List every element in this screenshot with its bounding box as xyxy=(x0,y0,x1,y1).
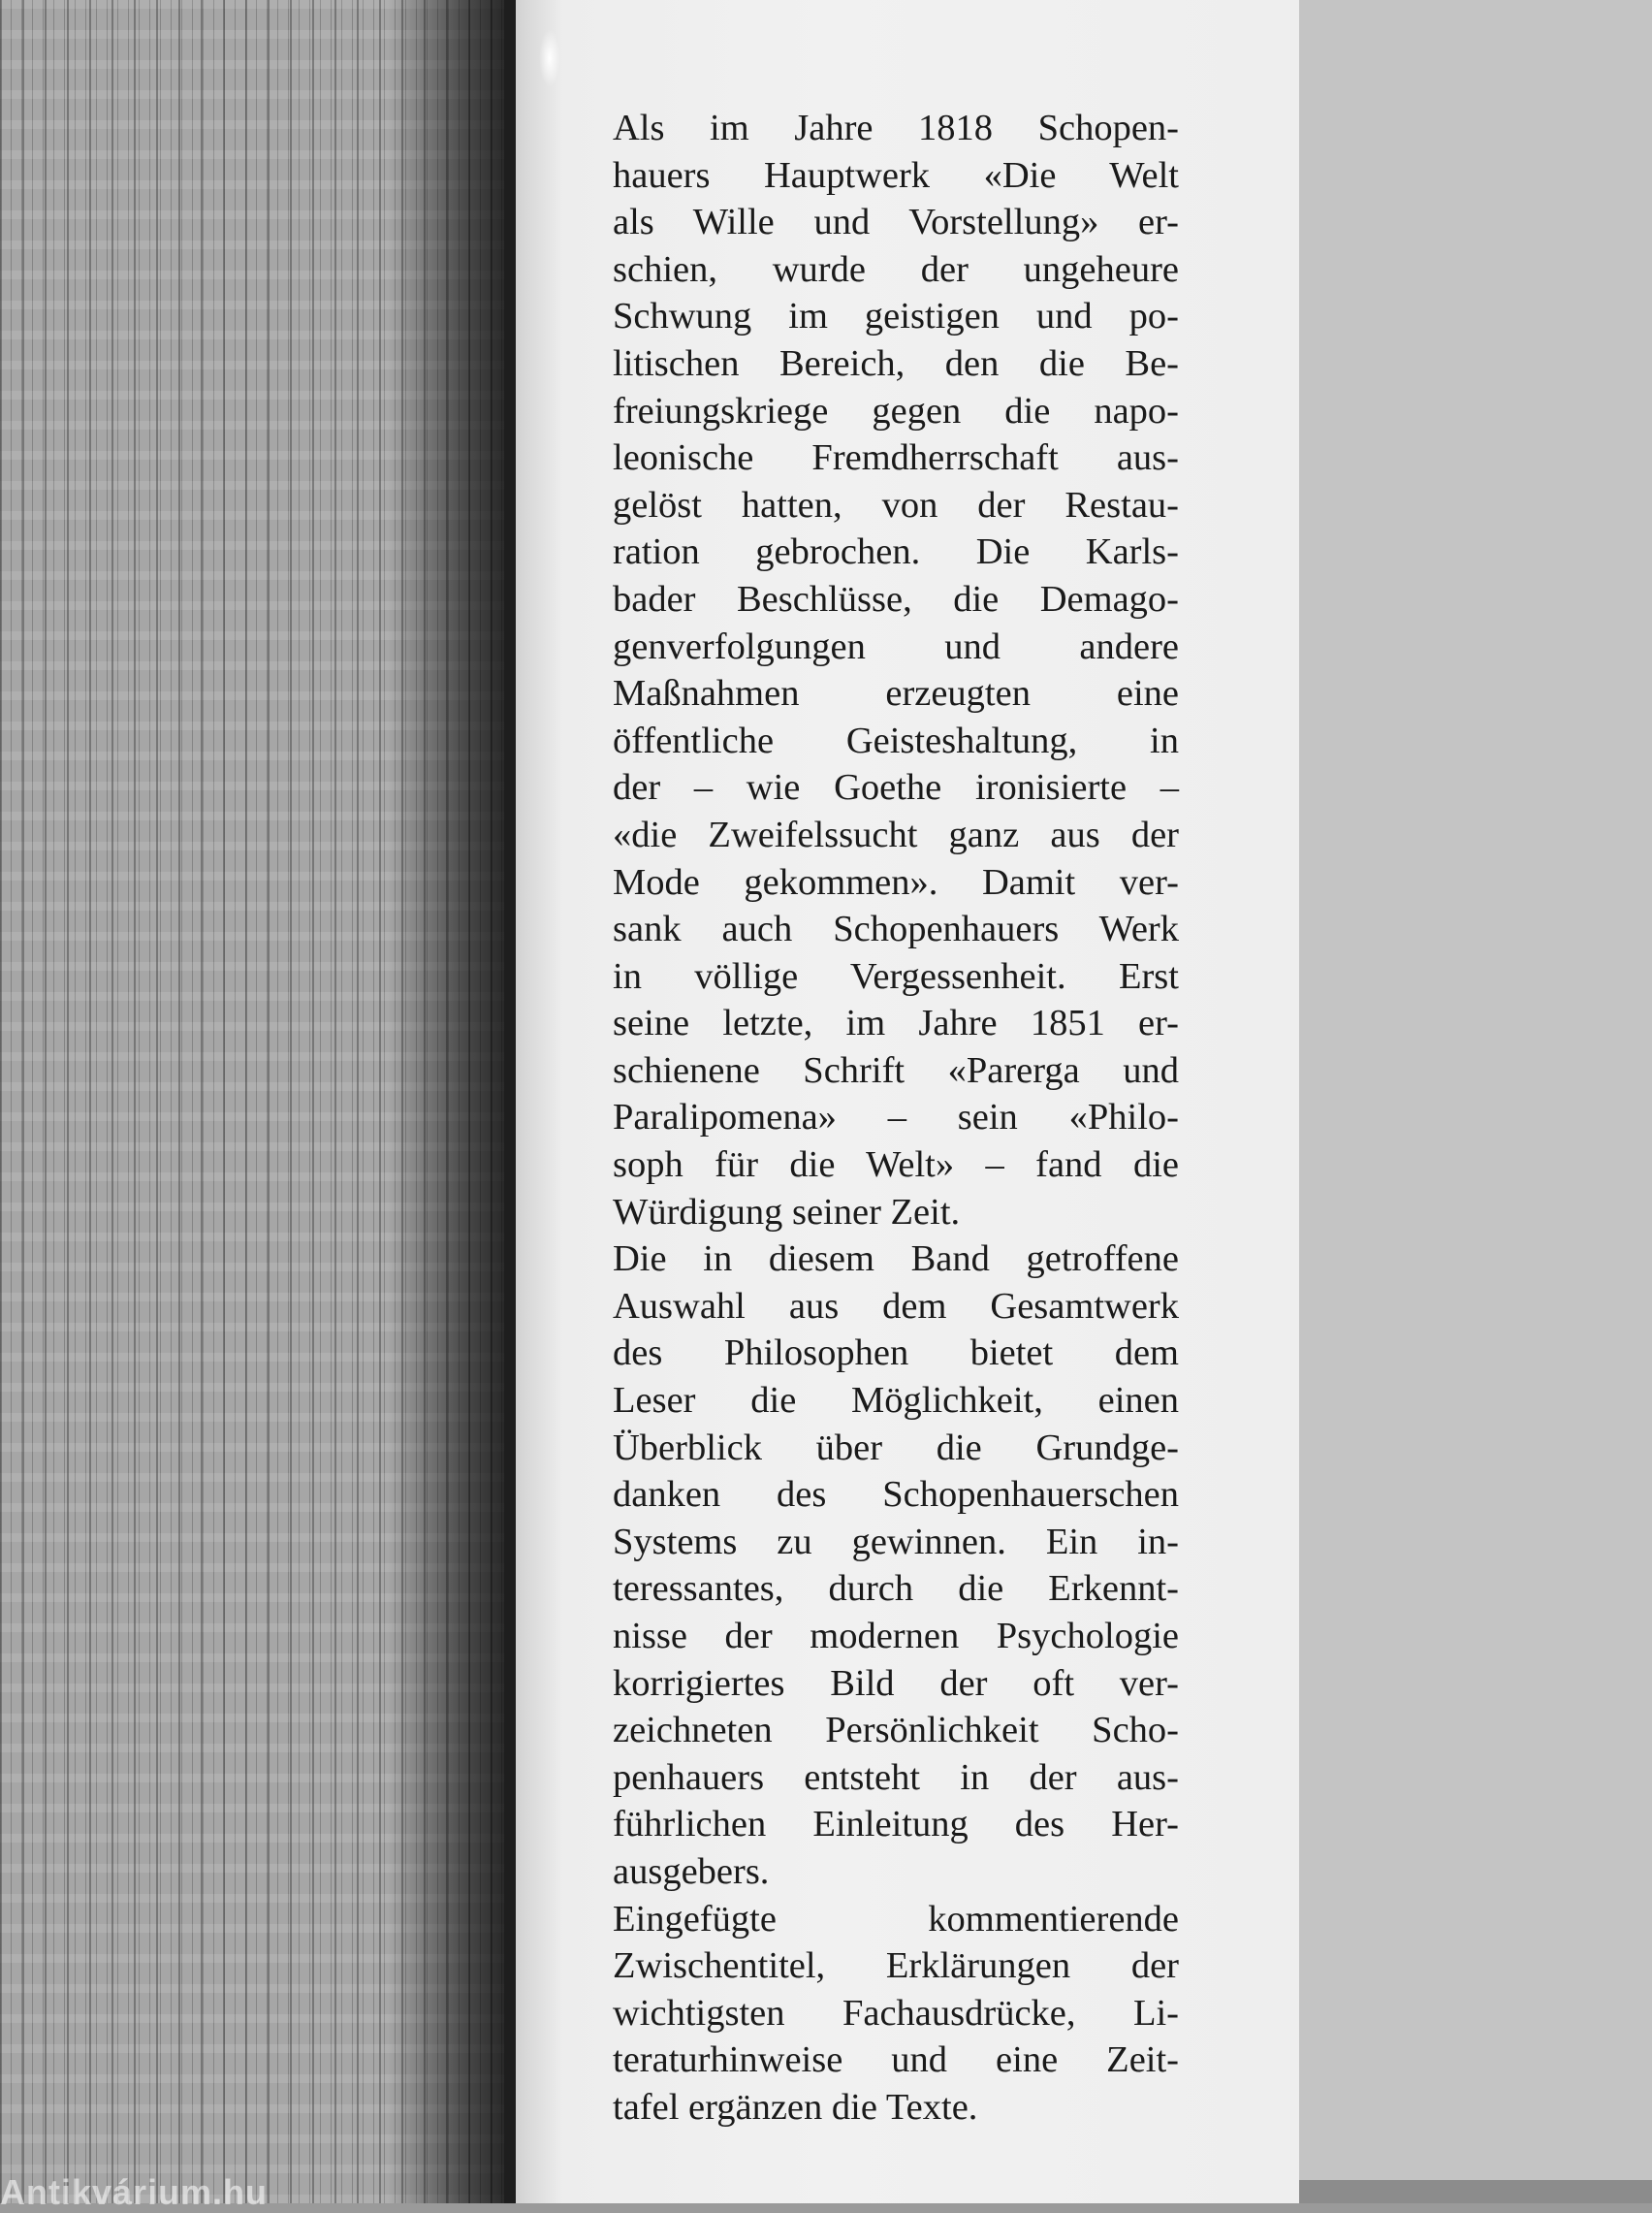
paragraph-1 xyxy=(613,105,1179,1235)
text-line: teraturhinweise und eine Zeit- xyxy=(613,2039,1179,2081)
text-line: Leser die Möglichkeit, einen xyxy=(613,1380,1179,1422)
text-line: Auswahl aus dem Gesamtwerk xyxy=(613,1285,1179,1327)
text-line: Systems zu gewinnen. Ein in- xyxy=(613,1521,1179,1562)
text-line: korrigiertes Bild der oft ver- xyxy=(613,1662,1179,1704)
watermark: Antikvárium.hu xyxy=(0,2172,269,2212)
text-line: litischen Bereich, den die Be- xyxy=(613,342,1179,384)
text-line: des Philosophen bietet dem xyxy=(613,1332,1179,1374)
text-line: freiungskriege gegen die napo- xyxy=(613,390,1179,432)
flap-highlight xyxy=(539,29,560,87)
text-line: Eingefügte kommentierende xyxy=(613,1898,1179,1940)
text-line: Maßnahmen erzeugten eine xyxy=(613,673,1179,715)
text-line: sank auch Schopenhauers Werk xyxy=(613,909,1179,950)
text-line: nisse der modernen Psychologie xyxy=(613,1616,1179,1656)
text-line: Überblick über die Grundge- xyxy=(613,1427,1179,1468)
text-line: danken des Schopenhauerschen xyxy=(613,1474,1179,1516)
text-line: schien, wurde der ungeheure xyxy=(613,248,1179,290)
text-line: wichtigsten Fachausdrücke, Li- xyxy=(613,1992,1179,2034)
text-line: penhauers entsteht in der aus- xyxy=(613,1756,1179,1798)
text-line: schienene Schrift «Parerga und xyxy=(613,1049,1179,1091)
text-line: Die in diesem Band getroffene xyxy=(613,1238,1179,1280)
text-line: als Wille und Vorstellung» er- xyxy=(613,202,1179,243)
text-line: der – wie Goethe ironisierte – xyxy=(613,767,1179,809)
text-line: Paralipomena» – sein «Philo- xyxy=(613,1097,1179,1139)
text-line: Mode gekommen». Damit ver- xyxy=(613,861,1179,903)
text-line: öffentliche Geisteshaltung, in xyxy=(613,720,1179,761)
text-line: soph für die Welt» – fand die xyxy=(613,1144,1179,1186)
text-line: hauers Hauptwerk «Die Welt xyxy=(613,154,1179,196)
text-line: Als im Jahre 1818 Schopen- xyxy=(613,108,1179,148)
text-line: leonische Fremdherrschaft aus- xyxy=(613,437,1179,479)
text-line: in völlige Vergessenheit. Erst xyxy=(613,955,1179,997)
text-line: teressantes, durch die Erkennt- xyxy=(613,1568,1179,1610)
back-board-bottom xyxy=(1289,2180,1652,2203)
text-line: ausgebers. xyxy=(613,1850,770,1892)
text-line: «die Zweifelssucht ganz aus der xyxy=(613,814,1179,855)
paragraph-3 xyxy=(613,1896,1179,2132)
text-line: Würdigung seiner Zeit. xyxy=(613,1191,961,1233)
text-line: genverfolgungen und andere xyxy=(613,625,1179,667)
text-line: seine letzte, im Jahre 1851 er- xyxy=(613,1003,1179,1044)
text-line: Zwischentitel, Erklärungen der xyxy=(613,1945,1179,1987)
text-line: zeichneten Persönlichkeit Scho- xyxy=(613,1710,1179,1751)
text-line: Schwung im geistigen und po- xyxy=(613,296,1179,337)
text-line: gelöst hatten, von der Restau- xyxy=(613,484,1179,526)
paragraph-2 xyxy=(613,1235,1179,1895)
cover-shadow xyxy=(388,0,524,2203)
text-line: tafel ergänzen die Texte. xyxy=(613,2086,978,2128)
back-board xyxy=(1299,0,1652,2203)
text-line: ration gebrochen. Die Karls- xyxy=(613,531,1179,573)
text-line: führlichen Einleitung des Her- xyxy=(613,1804,1179,1845)
flap-text xyxy=(613,105,1179,2132)
text-line: bader Beschlüsse, die Demago- xyxy=(613,578,1179,620)
